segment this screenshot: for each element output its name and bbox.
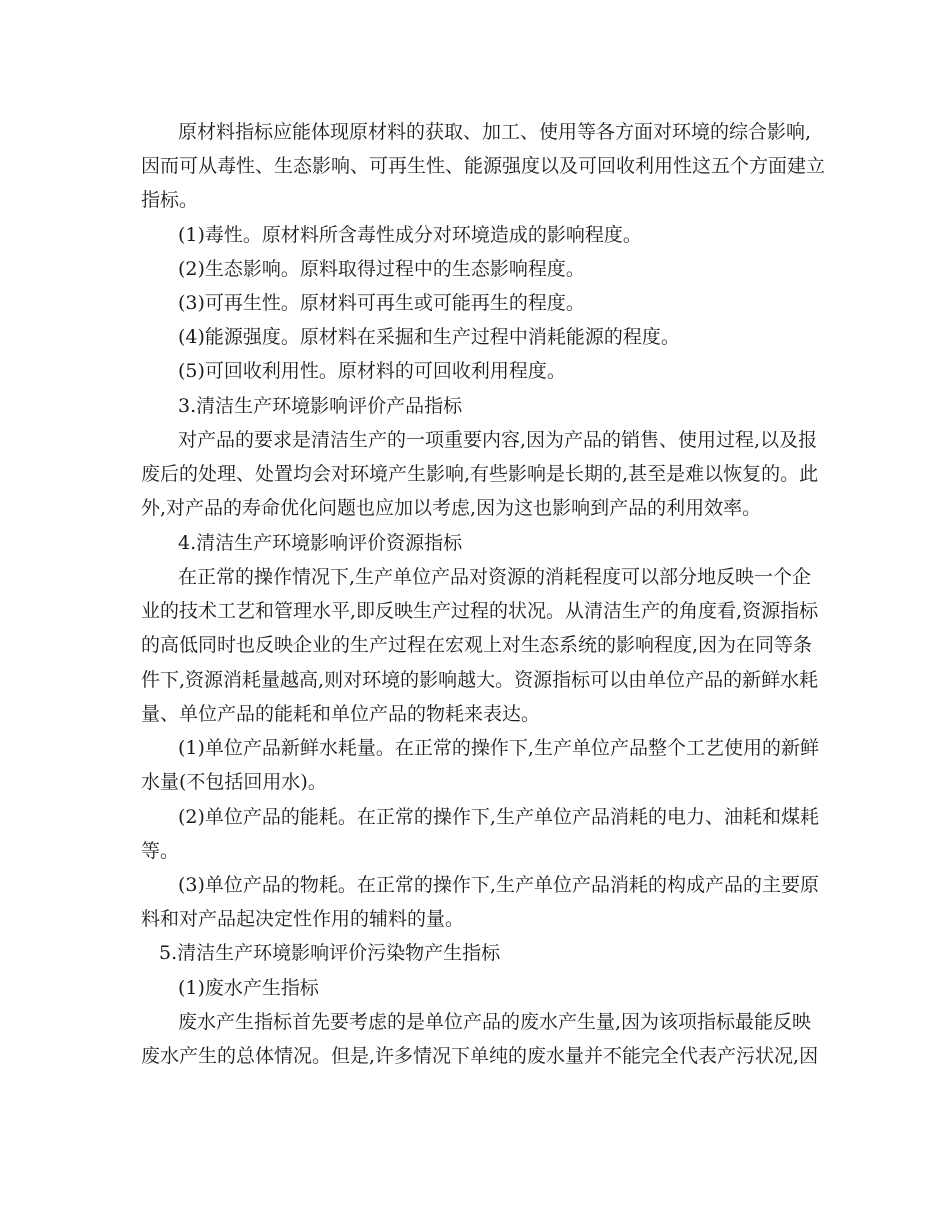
- text-line: 料和对产品起决定性作用的辅料的量。: [141, 908, 465, 930]
- list-item: (4)能源强度。原材料在采掘和生产过程中消耗能源的程度。: [178, 326, 680, 348]
- list-item: (5)可回收利用性。原材料的可回收利用程度。: [178, 360, 566, 382]
- text-line: 因而可从毒性、生态影响、可再生性、能源强度以及可回收利用性这五个方面建立: [141, 155, 826, 177]
- text-line: 原材料指标应能体现原材料的获取、加工、使用等各方面对环境的综合影响,: [178, 121, 812, 143]
- text-line: 在正常的操作情况下,生产单位产品对资源的消耗程度可以部分地反映一个企: [178, 566, 812, 588]
- text-line: 件下,资源消耗量越高,则对环境的影响越大。资源指标可以由单位产品的新鲜水耗: [141, 669, 819, 691]
- text-line: 量、单位产品的能耗和单位产品的物耗来表达。: [141, 703, 541, 725]
- section-heading: 4.清洁生产环境影响评价资源指标: [178, 532, 463, 554]
- list-item: (2)生态影响。原料取得过程中的生态影响程度。: [178, 258, 585, 280]
- text-line: 水量(不包括回用水)。: [141, 771, 327, 793]
- text-line: 业的技术工艺和管理水平,即反映生产过程的状况。从清洁生产的角度看,资源指标: [141, 600, 819, 622]
- list-item: (3)单位产品的物耗。在正常的操作下,生产单位产品消耗的构成产品的主要原: [178, 874, 819, 896]
- section-heading: 3.清洁生产环境影响评价产品指标: [178, 395, 463, 417]
- text-line: 对产品的要求是清洁生产的一项重要内容,因为产品的销售、使用过程,以及报: [178, 429, 818, 451]
- list-item: (3)可再生性。原材料可再生或可能再生的程度。: [178, 292, 585, 314]
- text-line: 等。: [141, 840, 180, 862]
- text-line: 的高低同时也反映企业的生产过程在宏观上对生态系统的影响程度,因为在同等条: [141, 634, 813, 656]
- text-line: 废水产生指标首先要考虑的是单位产品的废水产生量,因为该项指标最能反映: [178, 1011, 812, 1033]
- subsection-heading: (1)废水产生指标: [178, 977, 319, 999]
- list-item: (2)单位产品的能耗。在正常的操作下,生产单位产品消耗的电力、油耗和煤耗: [178, 806, 819, 828]
- list-item: (1)单位产品新鲜水耗量。在正常的操作下,生产单位产品整个工艺使用的新鲜: [178, 737, 819, 759]
- section-heading: 5.清洁生产环境影响评价污染物产生指标: [159, 942, 501, 964]
- text-line: 废水产生的总体情况。但是,许多情况下单纯的废水量并不能完全代表产污状况,因: [141, 1045, 819, 1067]
- text-line: 外,对产品的寿命优化问题也应加以考虑,因为这也影响到产品的利用效率。: [141, 497, 762, 519]
- list-item: (1)毒性。原材料所含毒性成分对环境造成的影响程度。: [178, 224, 642, 246]
- text-line: 废后的处理、处置均会对环境产生影响,有些影响是长期的,甚至是难以恢复的。此: [141, 463, 819, 485]
- text-line: 指标。: [141, 189, 199, 211]
